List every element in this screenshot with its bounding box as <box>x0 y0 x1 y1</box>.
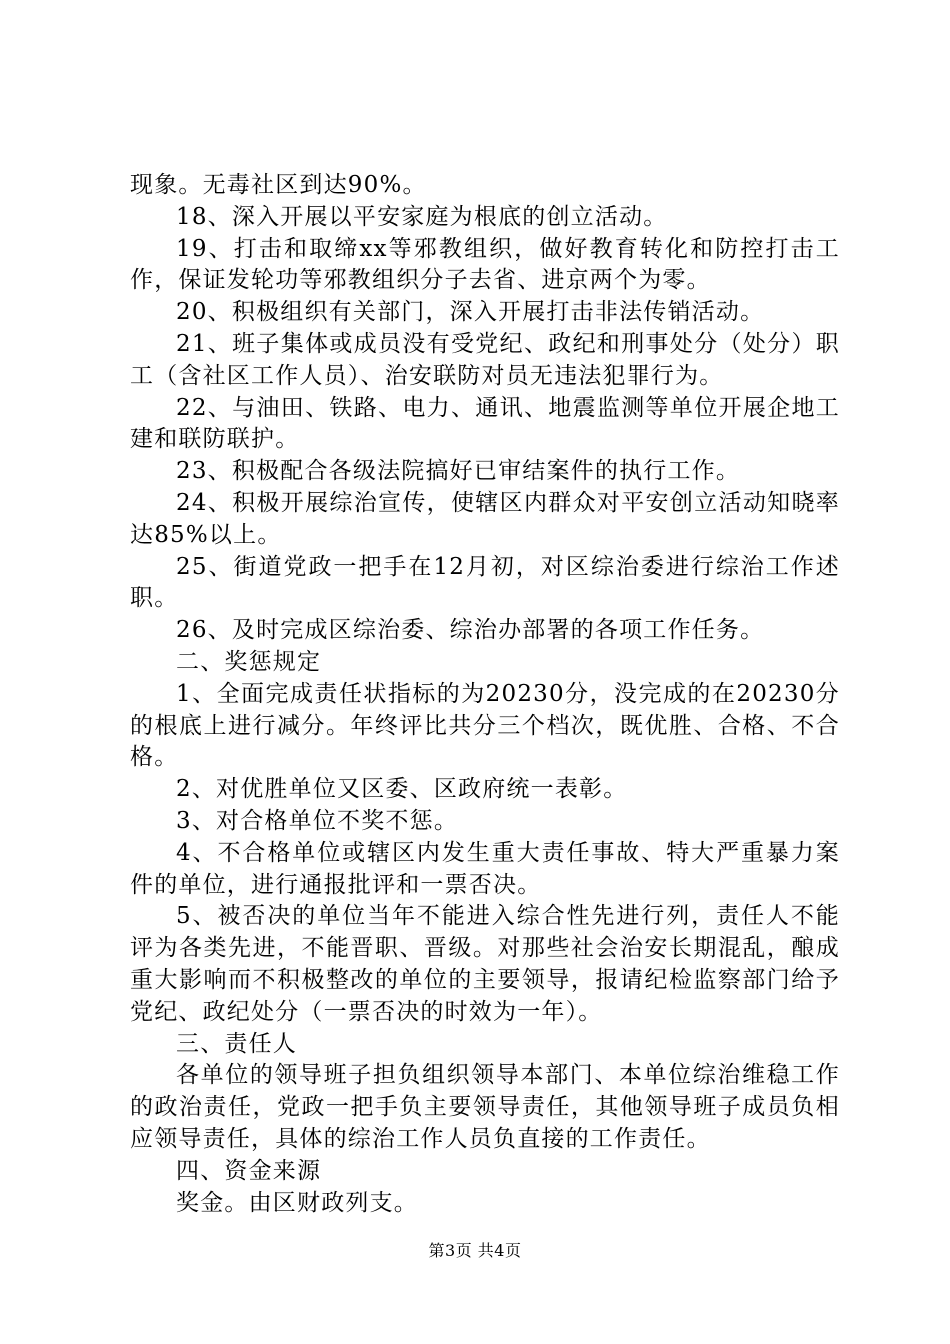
paragraph-rule-1: 1、全面完成责任状指标的为20230分，没完成的在20230分的根底上进行减分。年终评比共分三个档次，既优胜、合格、不合格。 <box>130 680 840 771</box>
paragraph-funding: 奖金。由区财政列支。 <box>176 1189 418 1216</box>
section-heading-responsible: 三、责任人 <box>176 1030 297 1057</box>
paragraph-responsibility: 各单位的领导班子担负组织领导本部门、本单位综治维稳工作的政治责任，党政一把手负主要领导责任，其他领导班子成员负相应领导责任，具体的综治工作人员负直接的工作责任。 <box>130 1062 840 1152</box>
paragraph-rule-4: 4、不合格单位或辖区内发生重大责任事故、特大严重暴力案件的单位，进行通报批评和一票否决。 <box>130 839 840 898</box>
paragraph-item-21: 21、班子集体或成员没有受党纪、政纪和刑事处分（处分）职工（含社区工作人员）、治安联防对员无违法犯罪行为。 <box>130 330 840 389</box>
section-heading-rewards: 二、奖惩规定 <box>176 648 322 675</box>
paragraph-continuation: 现象。无毒社区到达90%。 <box>130 172 427 198</box>
page-number-footer: 第3页 共4页 <box>428 1241 522 1260</box>
paragraph-item-19: 19、打击和取缔xx等邪教组织，做好教育转化和防控打击工作，保证发轮功等邪教组织分子去省、进京两个为零。 <box>130 235 840 294</box>
paragraph-item-26: 26、及时完成区综治委、综治办部署的各项工作任务。 <box>176 617 765 644</box>
section-heading-funding: 四、资金来源 <box>176 1157 322 1184</box>
paragraph-rule-3: 3、对合格单位不奖不惩。 <box>176 807 459 834</box>
paragraph-item-24: 24、积极开展综治宣传，使辖区内群众对平安创立活动知晓率达85%以上。 <box>130 489 840 548</box>
paragraph-item-18: 18、深入开展以平安家庭为根底的创立活动。 <box>176 203 668 230</box>
paragraph-item-22: 22、与油田、铁路、电力、通讯、地震监测等单位开展企地工建和联防联护。 <box>130 394 840 453</box>
paragraph-item-23: 23、积极配合各级法院搞好已审结案件的执行工作。 <box>176 458 741 485</box>
paragraph-item-25: 25、街道党政一把手在12月初，对区综治委进行综治工作述职。 <box>130 553 840 612</box>
paragraph-item-20: 20、积极组织有关部门，深入开展打击非法传销活动。 <box>176 299 765 326</box>
paragraph-rule-5: 5、被否决的单位当年不能进入综合性先进行列，责任人不能评为各类先进，不能晋职、晋级。对那些社会治安长期混乱，酿成重大影响而不积极整改的单位的主要领导，报请纪检监察部门给予党纪、政纪处分（一票否决的时效为一年）。 <box>130 903 840 1025</box>
document-body <box>130 170 840 1219</box>
paragraph-rule-2: 2、对优胜单位又区委、区政府统一表彰。 <box>176 776 628 803</box>
